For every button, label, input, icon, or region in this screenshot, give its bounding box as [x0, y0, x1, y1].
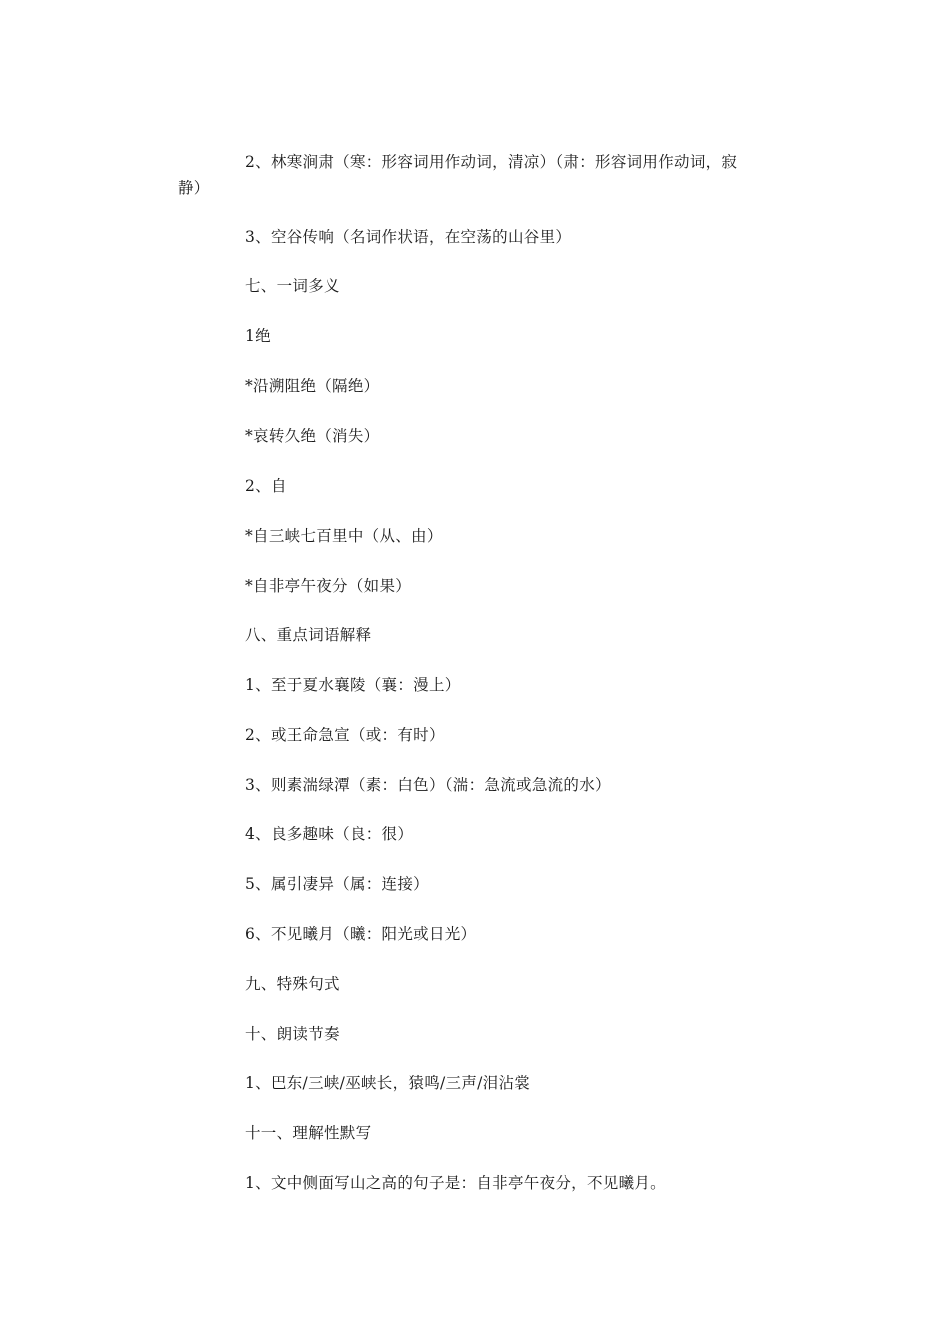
- section-heading: 八、重点词语解释: [245, 626, 372, 644]
- text-line: 3、空谷传响（名词作状语，在空荡的山谷里）: [245, 228, 572, 246]
- text-line: 2、林寒涧肃（寒：形容词用作动词，清凉）（肃：形容词用作动词，寂: [245, 153, 738, 171]
- text-line: 1绝: [245, 327, 271, 345]
- text-line: *沿溯阻绝（隔绝）: [245, 377, 380, 395]
- text-line: 6、不见曦月（曦：阳光或日光）: [245, 925, 477, 943]
- text-line: *自非亭午夜分（如果）: [245, 577, 412, 595]
- section-heading: 十一、理解性默写: [245, 1124, 372, 1142]
- text-line: 1、文中侧面写山之高的句子是：自非亭午夜分，不见曦月。: [245, 1174, 666, 1192]
- text-line: 1、巴东/三峡/巫峡长，猿鸣/三声/泪沾裳: [245, 1074, 531, 1092]
- section-heading: 十、朗读节奏: [245, 1025, 340, 1043]
- text-line: *自三峡七百里中（从、由）: [245, 527, 443, 545]
- section-heading: 九、特殊句式: [245, 975, 340, 993]
- text-line: 4、良多趣味（良：很）: [245, 825, 414, 843]
- text-line: 1、至于夏水襄陵（襄：漫上）: [245, 676, 461, 694]
- text-line: 静）: [178, 179, 210, 197]
- text-line: 5、属引凄异（属：连接）: [245, 875, 429, 893]
- text-line: 3、则素湍绿潭（素：白色）（湍：急流或急流的水）: [245, 776, 611, 794]
- text-line: *哀转久绝（消失）: [245, 427, 380, 445]
- section-heading: 七、一词多义: [245, 277, 340, 295]
- text-line: 2、自: [245, 477, 287, 495]
- text-line: 2、或王命急宣（或：有时）: [245, 726, 445, 744]
